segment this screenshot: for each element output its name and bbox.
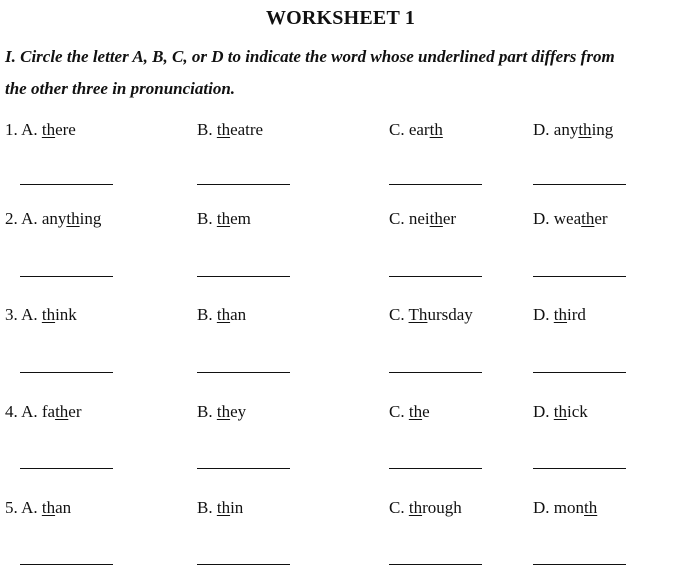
word-suffix: ird (567, 305, 586, 324)
word-suffix: ey (230, 402, 247, 421)
answer-blank-3d[interactable] (533, 372, 626, 373)
word-prefix: any (553, 120, 579, 139)
question-number: 3. (5, 305, 18, 324)
question-number: 2. (5, 209, 18, 228)
word-prefix: fa (41, 402, 56, 421)
underlined-part: th (429, 120, 443, 139)
word-suffix: ere (55, 120, 76, 139)
answer-blank-2b[interactable] (197, 276, 290, 277)
answer-blank-4a[interactable] (20, 468, 113, 469)
answer-blank-1d[interactable] (533, 184, 626, 185)
question-number: 4. (5, 402, 18, 421)
option-d[interactable] (533, 305, 586, 325)
instruction-text (5, 41, 677, 105)
underlined-part: th (216, 498, 231, 517)
underlined-part: th (581, 209, 595, 228)
underlined-part: th (408, 498, 423, 517)
option-d[interactable] (533, 402, 588, 422)
option-letter: D. (533, 305, 550, 324)
option-letter: B. (197, 498, 213, 517)
instruction-line-2: the other three in pronunciation. (5, 79, 236, 98)
option-c[interactable] (389, 498, 462, 518)
word-suffix: in (230, 498, 244, 517)
option-letter: A. (21, 498, 38, 517)
word-prefix: mon (553, 498, 585, 517)
underlined-part: th (553, 402, 568, 421)
answer-blank-3a[interactable] (20, 372, 113, 373)
word-suffix: er (68, 402, 82, 421)
underlined-part: th (584, 498, 598, 517)
word-suffix: er (594, 209, 608, 228)
word-prefix: ear (408, 120, 430, 139)
option-letter: B. (197, 209, 213, 228)
word-prefix: any (41, 209, 67, 228)
option-c[interactable] (389, 120, 443, 140)
answer-blank-5c[interactable] (389, 564, 482, 565)
answer-blank-4b[interactable] (197, 468, 290, 469)
option-letter: C. (389, 305, 405, 324)
option-letter: D. (533, 402, 550, 421)
word-suffix: ing (79, 209, 102, 228)
answer-blank-1b[interactable] (197, 184, 290, 185)
question-5 (0, 498, 681, 528)
underlined-part: th (578, 120, 592, 139)
answer-blank-5b[interactable] (197, 564, 290, 565)
underlined-part: th (408, 402, 423, 421)
answer-blank-2c[interactable] (389, 276, 482, 277)
option-d[interactable] (533, 209, 608, 229)
option-letter: C. (389, 209, 405, 228)
word-suffix: ing (591, 120, 614, 139)
question-3 (0, 305, 681, 335)
option-letter: A. (21, 402, 38, 421)
option-d[interactable] (533, 498, 597, 518)
underlined-part: th (553, 305, 568, 324)
word-suffix: em (230, 209, 251, 228)
option-letter: D. (533, 498, 550, 517)
underlined-part: th (41, 120, 56, 139)
option-letter: D. (533, 209, 550, 228)
word-suffix: ick (567, 402, 588, 421)
option-letter: B. (197, 120, 213, 139)
option-letter: C. (389, 402, 405, 421)
option-letter: A. (21, 120, 38, 139)
worksheet-title: WORKSHEET 1 (265, 7, 416, 29)
question-number: 5. (5, 498, 18, 517)
word-suffix: an (230, 305, 247, 324)
option-d[interactable] (533, 120, 613, 140)
word-suffix: er (442, 209, 457, 228)
option-a[interactable] (5, 120, 76, 140)
underlined-part: th (216, 402, 231, 421)
underlined-part: th (41, 305, 56, 324)
word-suffix: ink (55, 305, 77, 324)
word-suffix: an (55, 498, 72, 517)
option-b[interactable] (197, 209, 251, 229)
underlined-part: th (216, 305, 231, 324)
question-number: 1. (5, 120, 18, 139)
word-suffix: ursday (427, 305, 473, 324)
option-a[interactable] (5, 209, 101, 229)
option-a[interactable] (5, 305, 77, 325)
option-b[interactable] (197, 498, 243, 518)
answer-blank-1a[interactable] (20, 184, 113, 185)
word-suffix: eatre (230, 120, 264, 139)
option-a[interactable] (5, 402, 82, 422)
answer-blank-2a[interactable] (20, 276, 113, 277)
underlined-part: Th (408, 305, 428, 324)
option-c[interactable] (389, 305, 473, 325)
instruction-line-1: I. Circle the letter A, B, C, or D to indicate the word whose underlined part differs from (5, 47, 615, 66)
option-letter: D. (533, 120, 550, 139)
answer-blank-3b[interactable] (197, 372, 290, 373)
question-4 (0, 402, 681, 432)
answer-blank-2d[interactable] (533, 276, 626, 277)
option-b[interactable] (197, 402, 246, 422)
question-2 (0, 209, 681, 239)
option-b[interactable] (197, 120, 263, 140)
option-c[interactable] (389, 402, 430, 422)
answer-blank-1c[interactable] (389, 184, 482, 185)
answer-blank-3c[interactable] (389, 372, 482, 373)
word-suffix: e (422, 402, 430, 421)
option-letter: A. (21, 209, 38, 228)
underlined-part: th (429, 209, 443, 228)
underlined-part: th (66, 209, 80, 228)
option-letter: C. (389, 120, 405, 139)
answer-blank-5d[interactable] (533, 564, 626, 565)
underlined-part: th (216, 209, 231, 228)
option-letter: C. (389, 498, 405, 517)
option-letter: B. (197, 305, 213, 324)
word-suffix: rough (422, 498, 462, 517)
option-b[interactable] (197, 305, 246, 325)
answer-blank-5a[interactable] (20, 564, 113, 565)
option-c[interactable] (389, 209, 456, 229)
answer-blank-4c[interactable] (389, 468, 482, 469)
word-prefix: nei (408, 209, 430, 228)
underlined-part: th (216, 120, 231, 139)
underlined-part: th (41, 498, 56, 517)
answer-blank-4d[interactable] (533, 468, 626, 469)
underlined-part: th (55, 402, 69, 421)
option-letter: A. (21, 305, 38, 324)
word-prefix: wea (553, 209, 582, 228)
question-1 (0, 120, 681, 150)
option-letter: B. (197, 402, 213, 421)
option-a[interactable] (5, 498, 71, 518)
